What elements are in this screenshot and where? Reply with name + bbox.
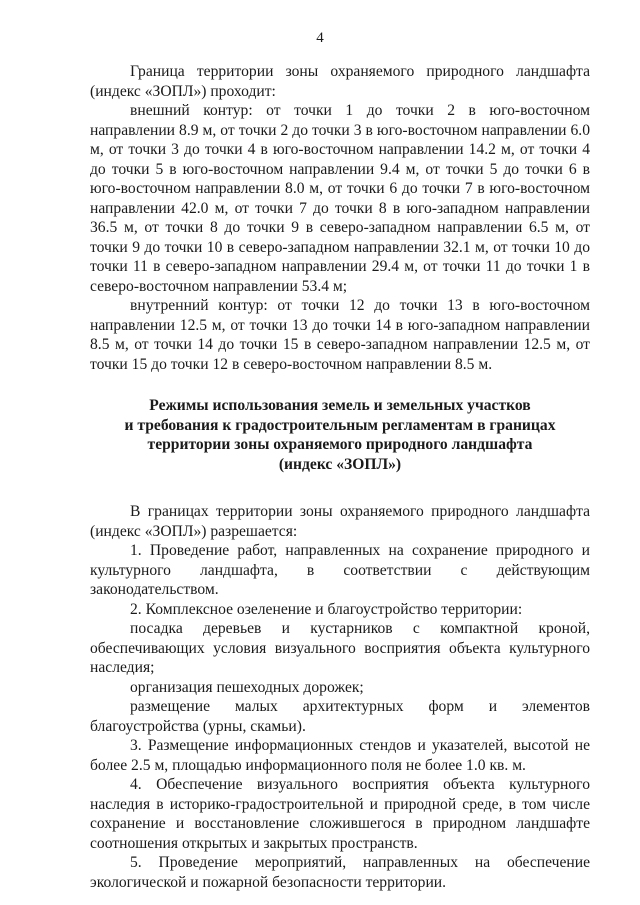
- regulation-item-5: 5. Проведение мероприятий, направленных на обеспечение экологической и пожарной безопасности территории.: [90, 854, 590, 891]
- regulation-item-2-b: организация пешеходных дорожек;: [130, 678, 364, 696]
- section-title-line: и требования к градостроительным регламентам в границах: [124, 416, 556, 434]
- regulation-item-1: 1. Проведение работ, направленных на сохранение природного и культурного ландшафта, в соответствии с действующим законодательством.: [90, 542, 590, 598]
- regulation-item-2: 2. Комплексное озеленение и благоустройство территории:: [130, 600, 523, 618]
- regulation-item-4: 4. Обеспечение визуального восприятия объекта культурного наследия в историко-градостроительной и природной среде, в том числе сохранение и восстановление сложившегося в природном ландшафте соотношения открытых и закрытых пространств.: [90, 776, 590, 852]
- boundary-intro: Граница территории зоны охраняемого природного ландшафта (индекс «ЗОПЛ») проходит:: [90, 63, 590, 100]
- regulation-item-2-a: посадка деревьев и кустарников с компактной кроной, обеспечивающих условия визуального восприятия объекта культурного наследия;: [90, 620, 590, 676]
- section-title-line: территории зоны охраняемого природного ландшафта: [147, 436, 533, 453]
- inner-contour-paragraph: внутренний контур: от точки 12 до точки 13 в юго-восточном направлении 12.5 м, от точки 13 до точки 14 в юго-западном направлении 8.5 м, от точки 14 до точки 15 в северо-западном направлении 12.5 м, от точки 15 до точки 12 в северо-восточном направлении 8.5 м.: [90, 297, 590, 373]
- section-title-line: (индекс «ЗОПЛ»): [278, 455, 402, 473]
- page-number: 4: [316, 30, 324, 46]
- document-body: [90, 62, 590, 892]
- regulation-item-3: 3. Размещение информационных стендов и указателей, высотой не более 2.5 м, площадью информационного поля не более 1.0 кв. м.: [90, 737, 590, 774]
- section-title: [90, 396, 590, 474]
- regulation-item-2-c: размещение малых архитектурных форм и элементов благоустройства (урны, скамьи).: [90, 698, 590, 735]
- regulations-intro: В границах территории зоны охраняемого природного ландшафта (индекс «ЗОПЛ») разрешается:: [90, 503, 590, 540]
- section-title-line: Режимы использования земель и земельных участков: [149, 397, 531, 414]
- outer-contour-paragraph: внешний контур: от точки 1 до точки 2 в юго-восточном направлении 8.9 м, от точки 2 до точки 3 в юго-восточном направлении 6.0 м, от точки 3 до точки 4 в юго-восточном направлении 14.2 м, от точки 4 до точки 5 в юго-восточном направлении 9.4 м, от точки 5 до точки 6 в юго-восточном направлении 8.0 м, от точки 6 до точки 7 в юго-восточном направлении 42.0 м, от точки 7 до точки 8 в юго-западном направлении 36.5 м, от точки 8 до точки 9 в северо-западном направлении 6.5 м, от точки 9 до точки 10 в северо-западном направлении 32.1 м, от точки 10 до точки 11 в северо-западном направлении 29.4 м, от точки 11 до точки 1 в северо-восточном направлении 53.4 м;: [90, 102, 590, 295]
